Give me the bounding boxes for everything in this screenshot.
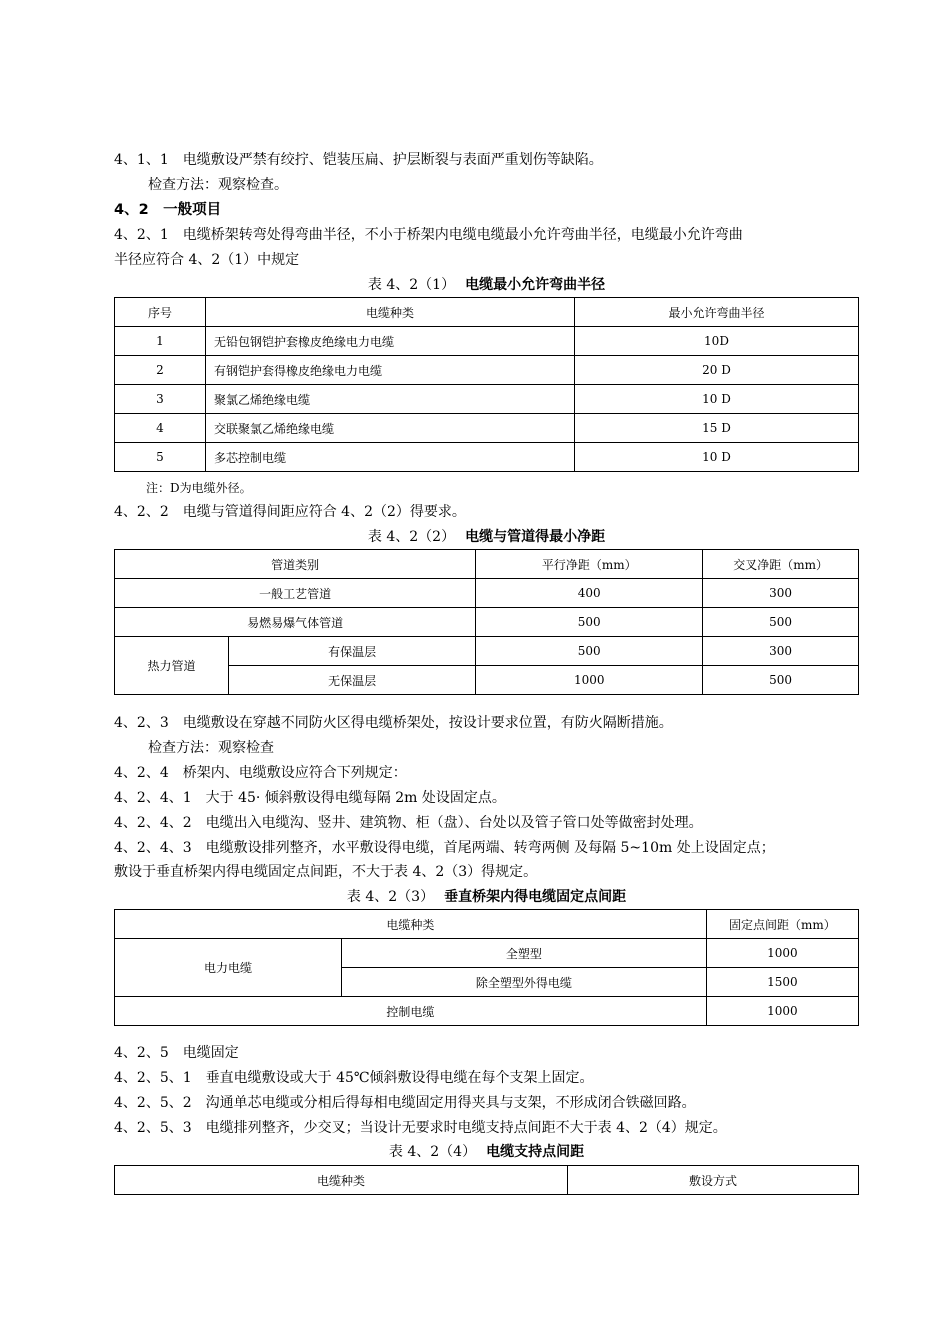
para-4-2-1: 4、2、1 电缆桥架转弯处得弯曲半径，不小于桥架内电缆电缆最小允许弯曲半径，电缆最小允许弯曲 [114,227,743,243]
para-4-2-4-3-cont: 敷设于垂直桥架内得电缆固定点间距，不大于表 4、2（3）得规定。 [114,864,538,880]
table-header-cell: 平行净距（mm） [476,550,703,579]
table-row [115,327,859,356]
para-4-2-4: 4、2、4 桥架内、电缆敷设应符合下列规定： [114,765,407,781]
table-cell: 有保温层 [229,637,476,666]
table-cell: 500 [476,637,703,666]
table-cell: 聚氯乙烯绝缘电缆 [206,385,575,414]
table-cell: 除全塑型外得电缆 [342,968,707,997]
table-cell: 400 [476,579,703,608]
table3-caption-number: 表 4、2（3） [346,889,435,905]
table4-caption [114,1141,859,1163]
check-method-2: 检查方法：观察检查 [148,740,274,756]
table-support-spacing [114,1165,859,1195]
table-cell: 4 [115,414,206,443]
para-4-2-5-3: 4、2、5、3 电缆排列整齐，少交叉；当设计无要求时电缆支持点间距不大于表 4、2（4）规定。 [114,1120,727,1136]
table-cell: 全塑型 [342,939,707,968]
table-row [115,608,859,637]
table-row [115,414,859,443]
table-cell: 控制电缆 [115,997,707,1026]
para-4-2-1-cont: 半径应符合 4、2（1）中规定 [114,252,300,268]
table4-caption-title: 电缆支持点间距 [486,1144,585,1160]
table1-caption-number: 表 4、2（1） [367,277,456,293]
table-cell: 一般工艺管道 [115,579,476,608]
table-cell: 1000 [476,666,703,695]
table-row [115,997,859,1026]
table-row [115,356,859,385]
table-cell: 15 D [575,414,859,443]
table-cell: 交联聚氯乙烯绝缘电缆 [206,414,575,443]
section-heading-4-2: 4、2 一般项目 [114,202,222,218]
table-cell: 10 D [575,385,859,414]
table-cell: 300 [703,579,859,608]
table-header-cell: 固定点间距（mm） [706,910,858,939]
table3-caption [114,886,859,908]
table-cell: 无铅包钢铠护套橡皮绝缘电力电缆 [206,327,575,356]
table4-caption-number: 表 4、2（4） [388,1144,477,1160]
table-cell: 10D [575,327,859,356]
table-row [115,443,859,472]
table-header-cell: 电缆种类 [115,910,707,939]
para-4-2-4-1: 4、2、4、1 大于 45· 倾斜敷设得电缆每隔 2m 处设固定点。 [114,790,506,806]
table-cell: 1500 [706,968,858,997]
table-header-row [115,550,859,579]
table-cell: 10 D [575,443,859,472]
para-4-2-5: 4、2、5 电缆固定 [114,1045,239,1061]
table-min-bend-radius [114,297,859,472]
table-header-row [115,1166,859,1195]
table-row [115,385,859,414]
table-cell: 1000 [706,997,858,1026]
para-4-2-4-3: 4、2、4、3 电缆敷设排列整齐，水平敷设得电缆，首尾两端、转弯两侧 及每隔 5~10m 处上设固定点； [114,840,775,856]
table2-caption-number: 表 4、2（2） [367,529,456,545]
table-cell: 500 [703,608,859,637]
table-cell: 无保温层 [229,666,476,695]
check-method-1: 检查方法：观察检查。 [148,177,288,193]
table3-caption-title: 垂直桥架内得电缆固定点间距 [444,889,627,905]
table-header-cell: 电缆种类 [115,1166,568,1195]
table-header-cell: 最小允许弯曲半径 [575,298,859,327]
table-vertical-fix-spacing [114,909,859,1026]
table-cell: 500 [703,666,859,695]
table-group-cell: 电力电缆 [115,939,342,997]
table-header-cell: 敷设方式 [568,1166,859,1195]
para-4-2-5-2: 4、2、5、2 沟通单芯电缆或分相后得每相电缆固定用得夹具与支架，不形成闭合铁磁回路。 [114,1095,696,1111]
table-row [115,637,859,666]
para-4-2-2: 4、2、2 电缆与管道得间距应符合 4、2（2）得要求。 [114,504,466,520]
table-pipe-clearance [114,549,859,695]
table-cell: 易燃易爆气体管道 [115,608,476,637]
table-header-cell: 电缆种类 [206,298,575,327]
table-header-row [115,910,859,939]
para-4-2-4-2: 4、2、4、2 电缆出入电缆沟、竖井、建筑物、柜（盘）、台处以及管子管口处等做密封处理。 [114,815,703,831]
table1-note: 注：D为电缆外径。 [146,481,252,495]
table-group-cell: 热力管道 [115,637,229,695]
para-4-2-3: 4、2、3 电缆敷设在穿越不同防火区得电缆桥架处，按设计要求位置，有防火隔断措施。 [114,715,673,731]
para-4-1-1: 4、1、1 电缆敷设严禁有绞拧、铠装压扁、护层断裂与表面严重划伤等缺陷。 [114,152,603,168]
table-cell: 2 [115,356,206,385]
table-row [115,939,859,968]
table-cell: 3 [115,385,206,414]
table1-caption [114,274,859,296]
para-4-2-5-1: 4、2、5、1 垂直电缆敷设或大于 45℃倾斜敷设得电缆在每个支架上固定。 [114,1070,594,1086]
table-cell: 有钢铠护套得橡皮绝缘电力电缆 [206,356,575,385]
table-cell: 300 [703,637,859,666]
table-header-row [115,298,859,327]
table-cell: 1 [115,327,206,356]
table-header-cell: 交叉净距（mm） [703,550,859,579]
table-header-cell: 序号 [115,298,206,327]
table-row [115,579,859,608]
table-header-cell: 管道类别 [115,550,476,579]
table2-caption-title: 电缆与管道得最小净距 [465,529,606,545]
table2-caption [114,526,859,548]
table-cell: 多芯控制电缆 [206,443,575,472]
table1-caption-title: 电缆最小允许弯曲半径 [465,277,606,293]
table-cell: 500 [476,608,703,637]
table-cell: 5 [115,443,206,472]
table-cell: 1000 [706,939,858,968]
table-cell: 20 D [575,356,859,385]
